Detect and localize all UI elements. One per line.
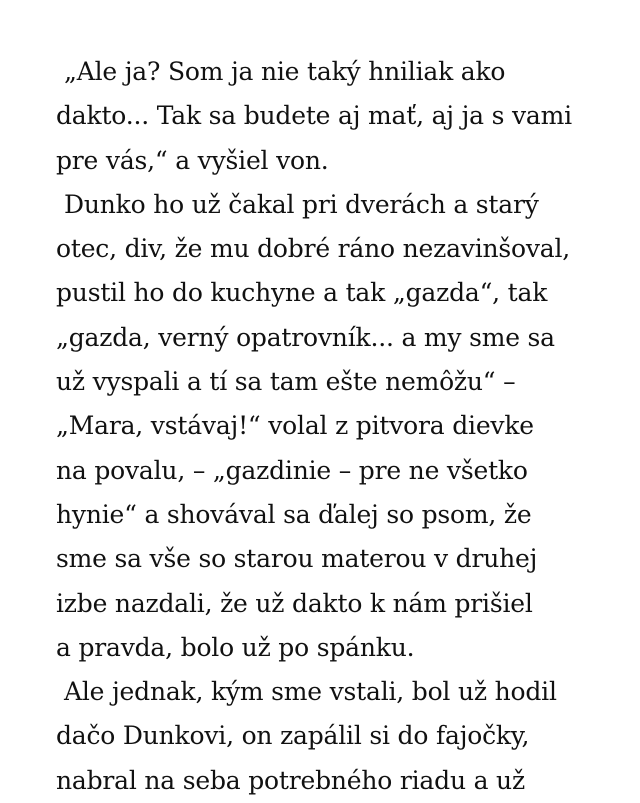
text-line: nabral na seba potrebného riadu a už (56, 765, 525, 795)
body-text (56, 50, 616, 803)
text-line: „gazda, verný opatrovník... a my sme sa (56, 322, 555, 352)
text-line: Ale jednak, kým sme vstali, bol už hodil (64, 677, 557, 707)
text-line: sme sa vše so starou materou v druhej (56, 544, 538, 574)
text-line: „Mara, vstávaj!“ volal z pitvora dievke (56, 411, 534, 441)
text-line: Dunko ho už čakal pri dverách a starý (64, 189, 539, 219)
text-line: dačo Dunkovi, on zapálil si do fajočky, (56, 721, 530, 751)
text-line: pustil ho do kuchyne a tak „gazda“, tak (56, 278, 548, 308)
text-line: izbe nazdali, že už dakto k nám prišiel (56, 588, 533, 618)
text-line: hynie“ a shovával sa ďalej so psom, že (56, 499, 532, 529)
text-line: dakto... Tak sa budete aj mať, aj ja s vami (56, 101, 572, 131)
text-line: „Ale ja? Som ja nie taký hniliak ako (64, 57, 506, 86)
text-line: a pravda, bolo už po spánku. (56, 632, 415, 662)
text-line: už vyspali a tí sa tam ešte nemôžu“ – (56, 367, 516, 397)
text-line: pre vás,“ a vyšiel von. (56, 145, 329, 175)
text-line: na povalu, – „gazdinie – pre ne všetko (56, 455, 528, 485)
text-line: otec, div, že mu dobré ráno nezavinšoval, (56, 234, 571, 264)
